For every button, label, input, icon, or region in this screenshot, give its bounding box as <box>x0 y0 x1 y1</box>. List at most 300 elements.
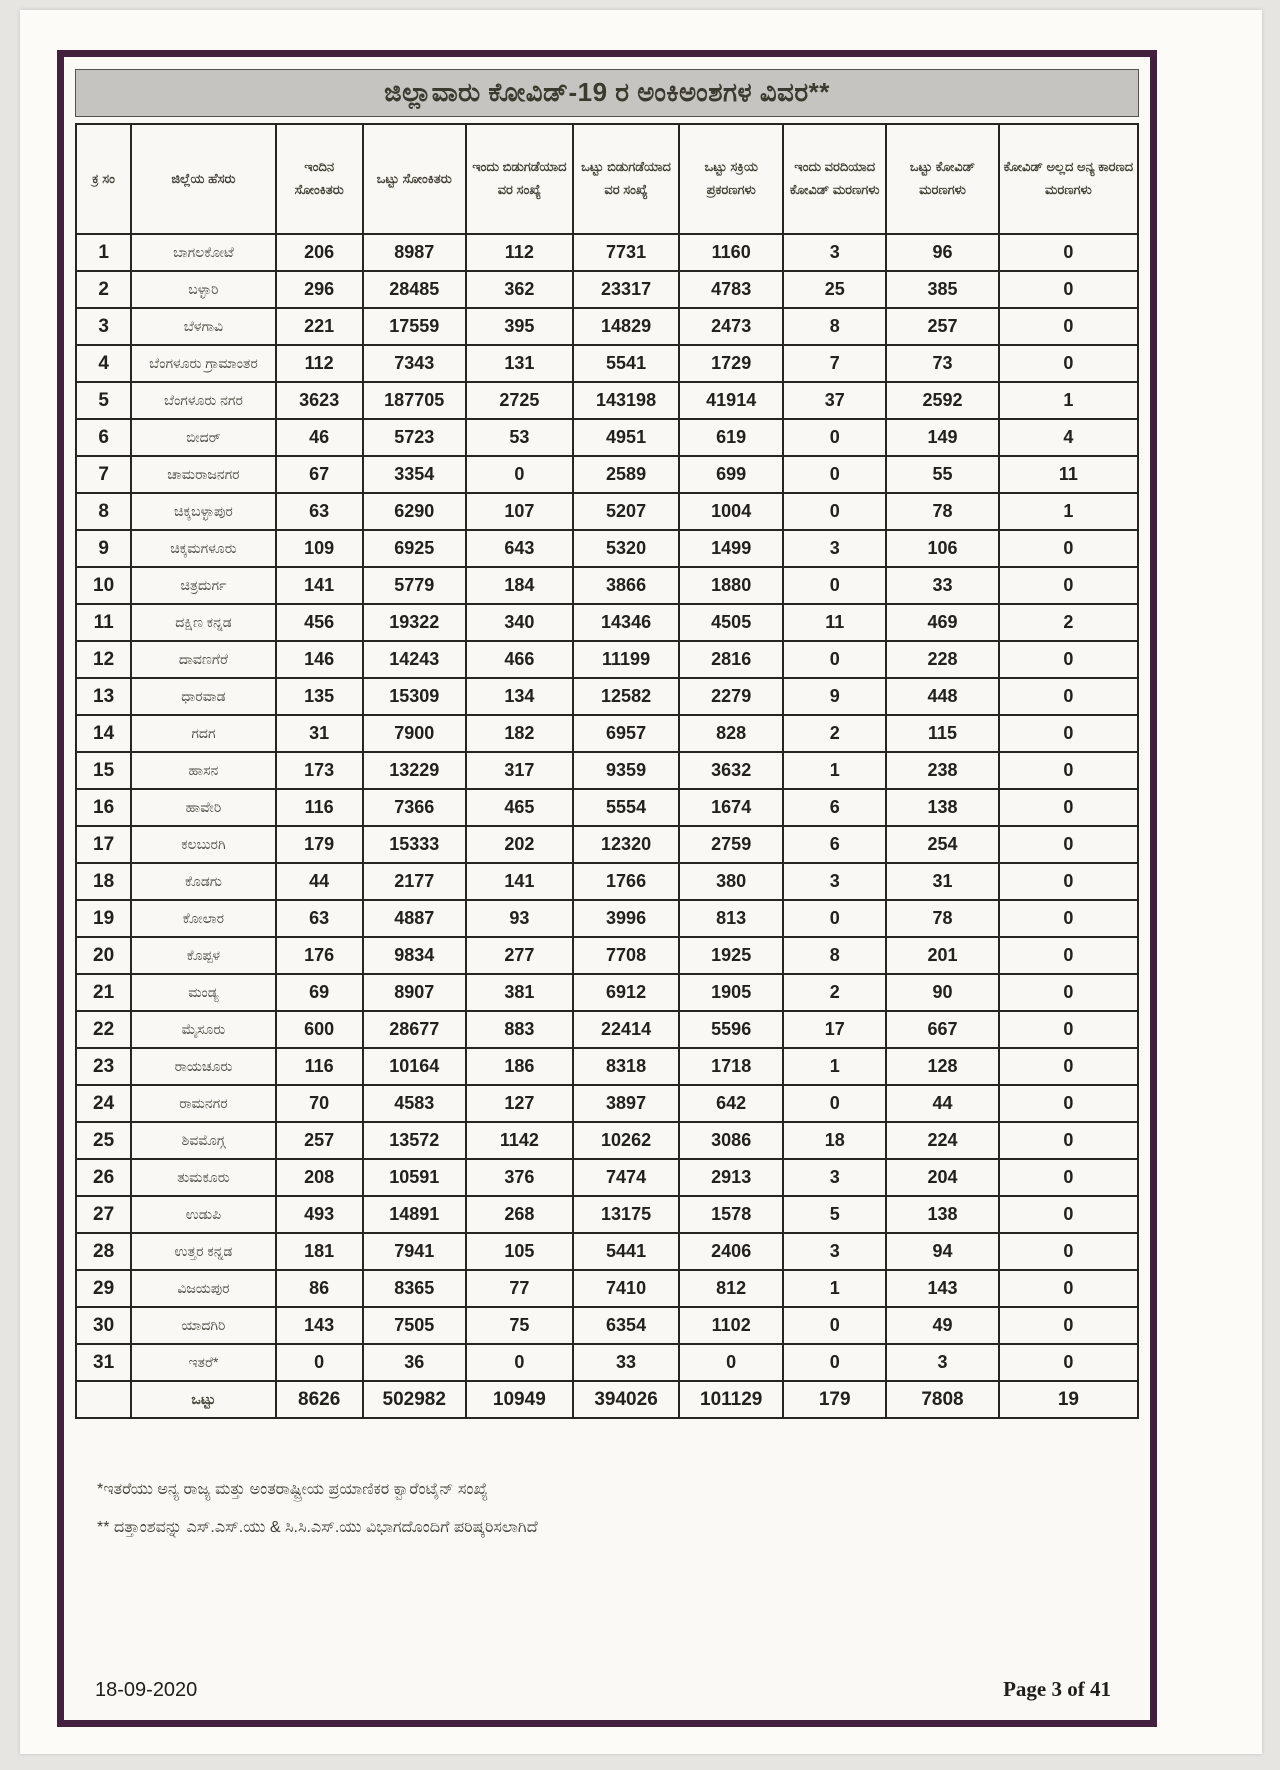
value-cell: 7708 <box>573 937 679 974</box>
value-cell: 204 <box>886 1159 999 1196</box>
value-cell: 2 <box>783 715 886 752</box>
serial-number-cell: 22 <box>76 1011 131 1048</box>
value-cell: 238 <box>886 752 999 789</box>
value-cell: 37 <box>783 382 886 419</box>
value-cell: 0 <box>783 419 886 456</box>
value-cell: 53 <box>466 419 573 456</box>
value-cell: 2589 <box>573 456 679 493</box>
value-cell: 5320 <box>573 530 679 567</box>
district-name-cell: ಚಾಮರಾಜನಗರ <box>131 456 275 493</box>
value-cell: 176 <box>276 937 363 974</box>
column-header: ಒಟ್ಟು ಸಕ್ರಿಯ ಪ್ರಕರಣಗಳು <box>679 124 783 234</box>
value-cell: 107 <box>466 493 573 530</box>
table-row <box>76 271 1138 308</box>
serial-number-cell: 14 <box>76 715 131 752</box>
district-name-cell: ವಿಜಯಪುರ <box>131 1270 275 1307</box>
value-cell: 25 <box>783 271 886 308</box>
column-header: ಕೋವಿಡ್ ಅಲ್ಲದ ಅನ್ಯ ಕಾರಣದ ಮರಣಗಳು <box>999 124 1138 234</box>
value-cell: 7808 <box>886 1381 999 1418</box>
table-row <box>76 1270 1138 1307</box>
value-cell: 7941 <box>363 1233 466 1270</box>
district-name-cell: ಕಲಬುರಗಿ <box>131 826 275 863</box>
value-cell: 6957 <box>573 715 679 752</box>
value-cell: 18 <box>783 1122 886 1159</box>
serial-number-cell: 11 <box>76 604 131 641</box>
value-cell: 380 <box>679 863 783 900</box>
value-cell: 1 <box>783 1270 886 1307</box>
serial-number-cell: 28 <box>76 1233 131 1270</box>
value-cell: 14891 <box>363 1196 466 1233</box>
value-cell: 112 <box>276 345 363 382</box>
value-cell: 0 <box>999 567 1138 604</box>
value-cell: 3086 <box>679 1122 783 1159</box>
value-cell: 1 <box>783 752 886 789</box>
value-cell: 135 <box>276 678 363 715</box>
value-cell: 138 <box>886 1196 999 1233</box>
value-cell: 101129 <box>679 1381 783 1418</box>
district-name-cell: ಬೆಂಗಳೂರು ಗ್ರಾಮಾಂತರ <box>131 345 275 382</box>
page-footer <box>75 1677 1139 1710</box>
value-cell: 6925 <box>363 530 466 567</box>
serial-number-cell: 25 <box>76 1122 131 1159</box>
serial-number-cell: 4 <box>76 345 131 382</box>
value-cell: 11 <box>783 604 886 641</box>
value-cell: 2592 <box>886 382 999 419</box>
value-cell: 3 <box>783 1233 886 1270</box>
value-cell: 131 <box>466 345 573 382</box>
value-cell: 2913 <box>679 1159 783 1196</box>
document-title: ಜಿಲ್ಲಾವಾರು ಕೋವಿಡ್-19 ರ ಅಂಕಿಅಂಶಗಳ ವಿವರ** <box>384 77 830 107</box>
serial-number-cell: 8 <box>76 493 131 530</box>
table-row <box>76 1122 1138 1159</box>
value-cell: 19 <box>999 1381 1138 1418</box>
value-cell: 3623 <box>276 382 363 419</box>
value-cell: 0 <box>999 1270 1138 1307</box>
serial-number-cell: 17 <box>76 826 131 863</box>
value-cell: 63 <box>276 493 363 530</box>
value-cell: 0 <box>999 1233 1138 1270</box>
value-cell: 208 <box>276 1159 363 1196</box>
value-cell: 254 <box>886 826 999 863</box>
value-cell: 3632 <box>679 752 783 789</box>
serial-number-cell: 21 <box>76 974 131 1011</box>
value-cell: 63 <box>276 900 363 937</box>
value-cell: 2759 <box>679 826 783 863</box>
value-cell: 12582 <box>573 678 679 715</box>
value-cell: 3996 <box>573 900 679 937</box>
table-row <box>76 567 1138 604</box>
value-cell: 127 <box>466 1085 573 1122</box>
value-cell: 6290 <box>363 493 466 530</box>
value-cell: 4887 <box>363 900 466 937</box>
value-cell: 619 <box>679 419 783 456</box>
covid-stats-table <box>75 123 1139 1419</box>
value-cell: 143198 <box>573 382 679 419</box>
table-row <box>76 530 1138 567</box>
value-cell: 1004 <box>679 493 783 530</box>
column-header: ಕ್ರ ಸಂ <box>76 124 131 234</box>
value-cell: 13229 <box>363 752 466 789</box>
value-cell: 2279 <box>679 678 783 715</box>
value-cell: 0 <box>276 1344 363 1381</box>
district-name-cell: ಮೈಸೂರು <box>131 1011 275 1048</box>
value-cell: 642 <box>679 1085 783 1122</box>
serial-number-cell: 7 <box>76 456 131 493</box>
value-cell: 1499 <box>679 530 783 567</box>
table-row <box>76 1307 1138 1344</box>
value-cell: 1880 <box>679 567 783 604</box>
value-cell: 1 <box>999 382 1138 419</box>
value-cell: 93 <box>466 900 573 937</box>
column-header: ಒಟ್ಟು ಕೋವಿಡ್ ಮರಣಗಳು <box>886 124 999 234</box>
value-cell: 179 <box>276 826 363 863</box>
value-cell: 0 <box>783 1085 886 1122</box>
table-row <box>76 641 1138 678</box>
header-row <box>76 124 1138 234</box>
table-row <box>76 419 1138 456</box>
serial-number-cell: 6 <box>76 419 131 456</box>
value-cell: 134 <box>466 678 573 715</box>
value-cell: 0 <box>999 974 1138 1011</box>
value-cell: 1160 <box>679 234 783 271</box>
value-cell: 0 <box>999 1011 1138 1048</box>
value-cell: 812 <box>679 1270 783 1307</box>
value-cell: 9834 <box>363 937 466 974</box>
value-cell: 0 <box>999 1159 1138 1196</box>
value-cell: 14829 <box>573 308 679 345</box>
table-row <box>76 752 1138 789</box>
value-cell: 0 <box>999 1307 1138 1344</box>
value-cell: 75 <box>466 1307 573 1344</box>
district-name-cell: ಹಾಸನ <box>131 752 275 789</box>
value-cell: 2 <box>999 604 1138 641</box>
value-cell: 112 <box>466 234 573 271</box>
title-bar <box>75 69 1139 117</box>
district-name-cell: ಉಡುಪಿ <box>131 1196 275 1233</box>
value-cell: 22414 <box>573 1011 679 1048</box>
serial-number-cell: 26 <box>76 1159 131 1196</box>
value-cell: 7474 <box>573 1159 679 1196</box>
value-cell: 493 <box>276 1196 363 1233</box>
value-cell: 67 <box>276 456 363 493</box>
value-cell: 0 <box>783 900 886 937</box>
value-cell: 10591 <box>363 1159 466 1196</box>
value-cell: 33 <box>573 1344 679 1381</box>
serial-number-cell: 3 <box>76 308 131 345</box>
district-name-cell: ಚಿಕ್ಕಬಳ್ಳಾಪುರ <box>131 493 275 530</box>
value-cell: 0 <box>783 641 886 678</box>
value-cell: 7366 <box>363 789 466 826</box>
table-row <box>76 863 1138 900</box>
district-name-cell: ಚಿಕ್ಕಮಗಳೂರು <box>131 530 275 567</box>
value-cell: 5207 <box>573 493 679 530</box>
value-cell: 1 <box>999 493 1138 530</box>
footnote-data-revision: ** ದತ್ತಾಂಶವನ್ನು ಎಸ್.ಎಸ್.ಯು & ಸಿ.ಸಿ.ಎಸ್.ಯು ವಿಭಾಗದೊಂದಿಗೆ ಪರಿಷ್ಕರಿಸಲಾಗಿದೆ <box>97 1518 538 1536</box>
table-row <box>76 900 1138 937</box>
district-name-cell: ಬೀದರ್ <box>131 419 275 456</box>
value-cell: 0 <box>999 752 1138 789</box>
value-cell: 8365 <box>363 1270 466 1307</box>
value-cell: 0 <box>783 1307 886 1344</box>
value-cell: 0 <box>999 530 1138 567</box>
column-header: ಒಟ್ಟು ಸೋಂಕಿತರು <box>363 124 466 234</box>
value-cell: 11199 <box>573 641 679 678</box>
value-cell: 8 <box>783 937 886 974</box>
value-cell: 14243 <box>363 641 466 678</box>
value-cell: 187705 <box>363 382 466 419</box>
value-cell: 465 <box>466 789 573 826</box>
value-cell: 69 <box>276 974 363 1011</box>
value-cell: 2406 <box>679 1233 783 1270</box>
value-cell: 141 <box>276 567 363 604</box>
value-cell: 0 <box>999 789 1138 826</box>
value-cell: 0 <box>999 826 1138 863</box>
value-cell: 33 <box>886 567 999 604</box>
value-cell: 0 <box>999 1048 1138 1085</box>
value-cell: 128 <box>886 1048 999 1085</box>
district-name-cell: ದಾವಣಗೆರೆ <box>131 641 275 678</box>
value-cell: 105 <box>466 1233 573 1270</box>
value-cell: 0 <box>999 937 1138 974</box>
value-cell: 221 <box>276 308 363 345</box>
value-cell: 376 <box>466 1159 573 1196</box>
value-cell: 86 <box>276 1270 363 1307</box>
value-cell: 46 <box>276 419 363 456</box>
value-cell: 502982 <box>363 1381 466 1418</box>
value-cell: 2 <box>783 974 886 1011</box>
value-cell: 10164 <box>363 1048 466 1085</box>
value-cell: 0 <box>999 234 1138 271</box>
value-cell: 5441 <box>573 1233 679 1270</box>
value-cell: 469 <box>886 604 999 641</box>
serial-number-cell: 24 <box>76 1085 131 1122</box>
value-cell: 3 <box>886 1344 999 1381</box>
value-cell: 179 <box>783 1381 886 1418</box>
table-row <box>76 1085 1138 1122</box>
value-cell: 1674 <box>679 789 783 826</box>
district-name-cell: ಬಾಗಲಕೋಟೆ <box>131 234 275 271</box>
value-cell: 7731 <box>573 234 679 271</box>
value-cell: 7 <box>783 345 886 382</box>
value-cell: 78 <box>886 900 999 937</box>
value-cell: 813 <box>679 900 783 937</box>
value-cell: 184 <box>466 567 573 604</box>
value-cell: 0 <box>999 715 1138 752</box>
value-cell: 116 <box>276 789 363 826</box>
district-name-cell: ಉತ್ತರ ಕನ್ನಡ <box>131 1233 275 1270</box>
value-cell: 1142 <box>466 1122 573 1159</box>
value-cell: 381 <box>466 974 573 1011</box>
serial-number-cell: 16 <box>76 789 131 826</box>
table-row <box>76 456 1138 493</box>
value-cell: 73 <box>886 345 999 382</box>
value-cell: 0 <box>999 900 1138 937</box>
value-cell: 296 <box>276 271 363 308</box>
footnote-others: *ಇತರೆಯು ಅನ್ಯ ರಾಜ್ಯ ಮತ್ತು ಅಂತರಾಷ್ಟ್ರೀಯ ಪ್ರಯಾಣಿಕರ ಕ್ವಾರೆಂಟೈನ್ ಸಂಖ್ಯೆ <box>97 1481 488 1498</box>
value-cell: 28485 <box>363 271 466 308</box>
value-cell: 141 <box>466 863 573 900</box>
footer-date: 18-09-2020 <box>95 1679 198 1701</box>
value-cell: 206 <box>276 234 363 271</box>
value-cell: 3 <box>783 1159 886 1196</box>
value-cell: 7505 <box>363 1307 466 1344</box>
table-row <box>76 382 1138 419</box>
value-cell: 0 <box>999 641 1138 678</box>
serial-number-cell: 18 <box>76 863 131 900</box>
value-cell: 1905 <box>679 974 783 1011</box>
value-cell: 146 <box>276 641 363 678</box>
value-cell: 13175 <box>573 1196 679 1233</box>
table-row <box>76 826 1138 863</box>
serial-number-cell: 12 <box>76 641 131 678</box>
value-cell: 181 <box>276 1233 363 1270</box>
value-cell: 1718 <box>679 1048 783 1085</box>
table-row <box>76 234 1138 271</box>
value-cell: 4 <box>999 419 1138 456</box>
value-cell: 19322 <box>363 604 466 641</box>
serial-number-cell <box>76 1381 131 1418</box>
table-row <box>76 308 1138 345</box>
value-cell: 5541 <box>573 345 679 382</box>
table-row <box>76 937 1138 974</box>
table-header <box>76 124 1138 234</box>
value-cell: 106 <box>886 530 999 567</box>
value-cell: 15333 <box>363 826 466 863</box>
serial-number-cell: 15 <box>76 752 131 789</box>
value-cell: 394026 <box>573 1381 679 1418</box>
district-name-cell: ಬೆಳಗಾವಿ <box>131 308 275 345</box>
value-cell: 10949 <box>466 1381 573 1418</box>
serial-number-cell: 30 <box>76 1307 131 1344</box>
value-cell: 1578 <box>679 1196 783 1233</box>
value-cell: 49 <box>886 1307 999 1344</box>
district-name-cell: ಒಟ್ಟು <box>131 1381 275 1418</box>
value-cell: 3866 <box>573 567 679 604</box>
serial-number-cell: 27 <box>76 1196 131 1233</box>
district-name-cell: ರಾಯಚೂರು <box>131 1048 275 1085</box>
value-cell: 115 <box>886 715 999 752</box>
value-cell: 257 <box>276 1122 363 1159</box>
value-cell: 201 <box>886 937 999 974</box>
table-row <box>76 715 1138 752</box>
value-cell: 0 <box>679 1344 783 1381</box>
value-cell: 8907 <box>363 974 466 1011</box>
value-cell: 77 <box>466 1270 573 1307</box>
district-name-cell: ಶಿವಮೊಗ್ಗ <box>131 1122 275 1159</box>
value-cell: 3 <box>783 863 886 900</box>
page-border-frame <box>57 50 1157 1727</box>
serial-number-cell: 20 <box>76 937 131 974</box>
district-name-cell: ಗದಗ <box>131 715 275 752</box>
value-cell: 0 <box>466 456 573 493</box>
column-header: ಜಿಲ್ಲೆಯ ಹೆಸರು <box>131 124 275 234</box>
value-cell: 0 <box>466 1344 573 1381</box>
value-cell: 4583 <box>363 1085 466 1122</box>
value-cell: 228 <box>886 641 999 678</box>
district-name-cell: ತುಮಕೂರು <box>131 1159 275 1196</box>
table-row <box>76 1344 1138 1381</box>
value-cell: 340 <box>466 604 573 641</box>
value-cell: 0 <box>783 493 886 530</box>
serial-number-cell: 23 <box>76 1048 131 1085</box>
value-cell: 44 <box>276 863 363 900</box>
value-cell: 13572 <box>363 1122 466 1159</box>
district-name-cell: ಹಾವೇರಿ <box>131 789 275 826</box>
value-cell: 3354 <box>363 456 466 493</box>
serial-number-cell: 2 <box>76 271 131 308</box>
value-cell: 9359 <box>573 752 679 789</box>
value-cell: 600 <box>276 1011 363 1048</box>
value-cell: 5596 <box>679 1011 783 1048</box>
serial-number-cell: 19 <box>76 900 131 937</box>
serial-number-cell: 13 <box>76 678 131 715</box>
value-cell: 395 <box>466 308 573 345</box>
district-name-cell: ಧಾರವಾಡ <box>131 678 275 715</box>
value-cell: 9 <box>783 678 886 715</box>
serial-number-cell: 5 <box>76 382 131 419</box>
district-name-cell: ಚಿತ್ರದುರ್ಗ <box>131 567 275 604</box>
value-cell: 5 <box>783 1196 886 1233</box>
value-cell: 466 <box>466 641 573 678</box>
value-cell: 0 <box>999 308 1138 345</box>
value-cell: 4505 <box>679 604 783 641</box>
value-cell: 1102 <box>679 1307 783 1344</box>
column-header: ಇಂದು ವರದಿಯಾದ ಕೋವಿಡ್ ಮರಣಗಳು <box>783 124 886 234</box>
value-cell: 3 <box>783 234 886 271</box>
value-cell: 456 <box>276 604 363 641</box>
value-cell: 116 <box>276 1048 363 1085</box>
value-cell: 1729 <box>679 345 783 382</box>
value-cell: 138 <box>886 789 999 826</box>
serial-number-cell: 1 <box>76 234 131 271</box>
district-name-cell: ಬಳ್ಳಾರಿ <box>131 271 275 308</box>
serial-number-cell: 31 <box>76 1344 131 1381</box>
value-cell: 78 <box>886 493 999 530</box>
value-cell: 828 <box>679 715 783 752</box>
table-row <box>76 604 1138 641</box>
value-cell: 1 <box>783 1048 886 1085</box>
value-cell: 0 <box>999 863 1138 900</box>
value-cell: 31 <box>276 715 363 752</box>
table-row <box>76 1011 1138 1048</box>
value-cell: 0 <box>999 271 1138 308</box>
table-row <box>76 1048 1138 1085</box>
value-cell: 182 <box>466 715 573 752</box>
value-cell: 1925 <box>679 937 783 974</box>
value-cell: 6912 <box>573 974 679 1011</box>
table-row <box>76 1159 1138 1196</box>
value-cell: 699 <box>679 456 783 493</box>
district-name-cell: ದಕ್ಷಿಣ ಕನ್ನಡ <box>131 604 275 641</box>
value-cell: 0 <box>783 1344 886 1381</box>
value-cell: 667 <box>886 1011 999 1048</box>
value-cell: 362 <box>466 271 573 308</box>
value-cell: 7900 <box>363 715 466 752</box>
value-cell: 12320 <box>573 826 679 863</box>
value-cell: 202 <box>466 826 573 863</box>
value-cell: 11 <box>999 456 1138 493</box>
value-cell: 643 <box>466 530 573 567</box>
value-cell: 0 <box>999 1085 1138 1122</box>
table-row <box>76 1233 1138 1270</box>
document-page <box>20 10 1262 1754</box>
serial-number-cell: 10 <box>76 567 131 604</box>
table-row <box>76 678 1138 715</box>
value-cell: 0 <box>783 567 886 604</box>
footer-page-number: Page 3 of 41 <box>1003 1677 1111 1701</box>
value-cell: 4951 <box>573 419 679 456</box>
value-cell: 0 <box>999 345 1138 382</box>
